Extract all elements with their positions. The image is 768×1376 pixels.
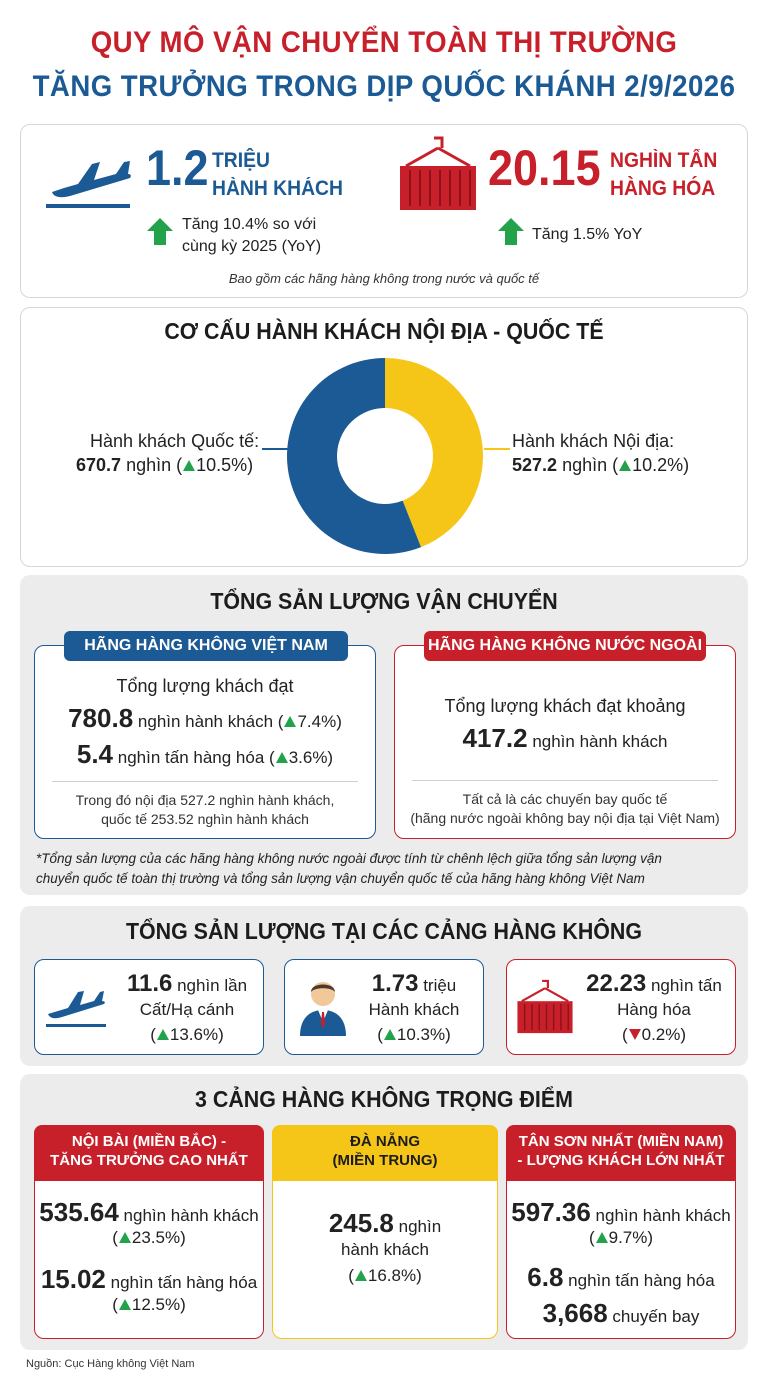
flights-label: Cất/Hạ cánh <box>139 1000 235 1019</box>
airport-pax-label: Hành khách <box>368 1000 460 1019</box>
kpi-footnote: Bao gồm các hãng hàng không trong nước và quốc tế <box>228 271 540 286</box>
airport-pax-change-line: ( 10.3%) <box>377 1025 451 1044</box>
noibai-head <box>34 1125 264 1181</box>
tsn-head-2: - LƯỢNG KHÁCH LỚN NHẤT <box>517 1152 725 1169</box>
noibai-cargo-unit: nghìn tấn hàng hóa <box>110 1273 258 1292</box>
airport-pax-unit: triệu <box>423 976 457 995</box>
tsn-pax-unit: nghìn hành khách <box>595 1206 731 1225</box>
flights-change: 13.6%) <box>169 1025 224 1044</box>
hubs-title: 3 CẢNG HÀNG KHÔNG TRỌNG ĐIỂM <box>195 1086 573 1112</box>
tsn-cargo-value: 6.8 <box>527 1262 564 1292</box>
intl-value: 670.7 <box>76 455 122 475</box>
airplane-icon <box>44 144 136 212</box>
dom-line <box>512 455 689 476</box>
dom-change: 10.2%) <box>632 455 690 475</box>
noibai-head-2: TĂNG TRƯỞNG CAO NHẤT <box>50 1152 248 1169</box>
airport-pax-line-1 <box>346 970 482 998</box>
cargo-note: Tăng 1.5% YoY <box>532 226 643 243</box>
intl-line <box>76 455 253 476</box>
volume-title: TỔNG SẢN LƯỢNG VẬN CHUYỂN <box>210 588 558 614</box>
source-note: Nguồn: Cục Hàng không Việt Nam <box>26 1358 195 1370</box>
vn-note-2: quốc tế 253.52 nghìn hành khách <box>101 811 309 827</box>
foreign-pax-line <box>394 723 736 754</box>
danang-pax-line <box>272 1208 498 1239</box>
vn-line-1: Tổng lượng khách đạt <box>116 676 294 696</box>
up-triangle-icon <box>384 1029 396 1040</box>
up-triangle-icon <box>596 1232 608 1243</box>
cargo-container-icon <box>396 134 480 214</box>
up-triangle-icon <box>183 460 195 471</box>
divider <box>52 781 358 782</box>
up-triangle-icon <box>119 1232 131 1243</box>
airport-cargo-change-line: ( 0.2%) <box>621 1025 687 1044</box>
noibai-cargo-line <box>36 1264 262 1295</box>
intl-unit: nghìn ( <box>126 455 183 475</box>
airport-cargo-value: 22.23 <box>586 970 647 997</box>
intl-change: 10.5%) <box>196 455 254 475</box>
passengers-value: 1.2 <box>146 140 209 196</box>
danang-head <box>272 1125 498 1181</box>
flights-change-line: ( 13.6%) <box>150 1025 224 1044</box>
up-triangle-icon <box>157 1029 169 1040</box>
airport-pax-change: 10.3%) <box>396 1025 451 1044</box>
flights-value: 11.6 <box>126 970 173 997</box>
noibai-pax-line <box>36 1197 262 1228</box>
structure-title: CƠ CẤU HÀNH KHÁCH NỘI ĐỊA - QUỐC TẾ <box>164 318 604 344</box>
passengers-unit-2: HÀNH KHÁCH <box>212 177 343 200</box>
up-triangle-icon <box>119 1299 131 1310</box>
header-line-2: TĂNG TRƯỞNG TRONG DỊP QUỐC KHÁNH 2/9/2026 <box>32 70 736 103</box>
tsn-pax-line <box>506 1197 736 1228</box>
tsn-head <box>506 1125 736 1181</box>
danang-head-1: ĐÀ NẴNG <box>350 1133 420 1150</box>
danang-pax-unit-1: nghìn <box>398 1217 442 1236</box>
noibai-pax-change-line: ( 23.5%) <box>112 1228 186 1247</box>
airport-cargo-label: Hàng hóa <box>617 1000 691 1019</box>
tsn-pax-value: 597.36 <box>511 1197 591 1227</box>
tsn-pax-change-line: ( 9.7%) <box>588 1228 654 1247</box>
cargo-unit-1: NGHÌN TẤN <box>610 149 718 172</box>
passengers-note-1: Tăng 10.4% so với <box>182 216 317 233</box>
vn-pax-change: 7.4%) <box>297 712 342 731</box>
noibai-head-1: NỘI BÀI (MIỀN BẮC) - <box>71 1133 227 1150</box>
vn-note-1: Trong đó nội địa 527.2 nghìn hành khách, <box>75 792 335 808</box>
down-triangle-icon <box>629 1029 641 1040</box>
foreign-pax-value: 417.2 <box>462 723 528 753</box>
vn-pax-line <box>34 703 376 734</box>
foreign-line-1: Tổng lượng khách đạt khoảng <box>444 696 686 716</box>
danang-pax-unit-2: hành khách <box>341 1240 429 1259</box>
up-triangle-icon <box>284 716 296 727</box>
foreign-note-1: Tất cả là các chuyến bay quốc tế <box>462 791 668 807</box>
tsn-flights-unit: chuyến bay <box>612 1307 700 1326</box>
noibai-cargo-change-line: ( 12.5%) <box>112 1295 186 1314</box>
header-line-1: QUY MÔ VẬN CHUYỂN TOÀN THỊ TRƯỜNG <box>90 26 678 59</box>
cargo-value: 20.15 <box>488 140 601 196</box>
passengers-unit-1: TRIỆU <box>212 149 270 172</box>
danang-pax-value: 245.8 <box>328 1208 394 1238</box>
dom-label: Hành khách Nội địa: <box>512 431 675 451</box>
danang-pax-change-line: ( 16.8%) <box>348 1266 422 1285</box>
noibai-pax-value: 535.64 <box>39 1197 119 1227</box>
danang-pax-change: 16.8%) <box>367 1266 422 1285</box>
dom-unit: nghìn ( <box>562 455 619 475</box>
up-arrow-icon <box>498 218 524 245</box>
donut-chart <box>285 356 485 556</box>
divider <box>412 780 718 781</box>
passenger-person-icon <box>296 978 350 1036</box>
airplane-icon <box>44 980 108 1030</box>
volume-footnote-1: *Tổng sản lượng của các hãng hàng không nước ngoài được tính từ chênh lệch giữa tổng sản lượng vận <box>36 851 662 866</box>
up-triangle-icon <box>355 1270 367 1281</box>
tsn-flights-value: 3,668 <box>542 1298 608 1328</box>
tsn-cargo-unit: nghìn tấn hàng hóa <box>568 1271 715 1290</box>
cargo-unit-2: HÀNG HÓA <box>610 177 716 200</box>
flights-unit: nghìn lần <box>177 976 248 995</box>
danang-head-2: (MIỀN TRUNG) <box>332 1152 438 1169</box>
dom-value: 527.2 <box>512 455 558 475</box>
vn-pax-unit: nghìn hành khách ( <box>137 712 284 731</box>
airport-cargo-change: 0.2%) <box>641 1025 687 1044</box>
vn-cargo-value: 5.4 <box>76 739 114 769</box>
leader-line <box>484 448 510 450</box>
vn-airlines-head: HÃNG HÀNG KHÔNG VIỆT NAM <box>64 631 348 661</box>
vn-cargo-unit: nghìn tấn hàng hóa ( <box>117 748 275 767</box>
tsn-head-1: TÂN SƠN NHẤT (MIỀN NAM) <box>518 1133 724 1150</box>
flights-line-1 <box>112 970 262 998</box>
airports-title: TỔNG SẢN LƯỢNG TẠI CÁC CẢNG HÀNG KHÔNG <box>125 918 643 944</box>
intl-label: Hành khách Quốc tế: <box>90 431 260 451</box>
volume-footnote-2: chuyển quốc tế toàn thị trường và tổng sản lượng vận chuyển quốc tế của hãng hàng không Việt Nam <box>36 871 645 886</box>
airport-pax-value: 1.73 <box>371 970 419 997</box>
vn-cargo-line <box>34 739 376 770</box>
vn-pax-value: 780.8 <box>68 703 134 733</box>
noibai-cargo-change: 12.5%) <box>131 1295 186 1314</box>
vn-cargo-change: 3.6%) <box>288 748 334 767</box>
airport-cargo-unit: nghìn tấn <box>650 976 722 995</box>
up-triangle-icon <box>619 460 631 471</box>
tsn-flights-line <box>506 1298 736 1329</box>
noibai-pax-unit: nghìn hành khách <box>123 1206 259 1225</box>
tsn-pax-change: 9.7%) <box>608 1228 654 1247</box>
up-triangle-icon <box>276 752 288 763</box>
leader-line <box>262 448 288 450</box>
foreign-pax-unit: nghìn hành khách <box>532 732 668 751</box>
passengers-note-2: cùng kỳ 2025 (YoY) <box>182 238 322 255</box>
foreign-airlines-head: HÃNG HÀNG KHÔNG NƯỚC NGOÀI <box>424 631 706 661</box>
foreign-note-2: (hãng nước ngoài không bay nội địa tại Việt Nam) <box>410 810 720 826</box>
cargo-container-icon <box>514 978 576 1036</box>
airport-cargo-line-1 <box>574 970 734 998</box>
noibai-pax-change: 23.5%) <box>131 1228 186 1247</box>
up-arrow-icon <box>147 218 173 245</box>
noibai-cargo-value: 15.02 <box>40 1264 106 1294</box>
tsn-cargo-line <box>506 1262 736 1293</box>
